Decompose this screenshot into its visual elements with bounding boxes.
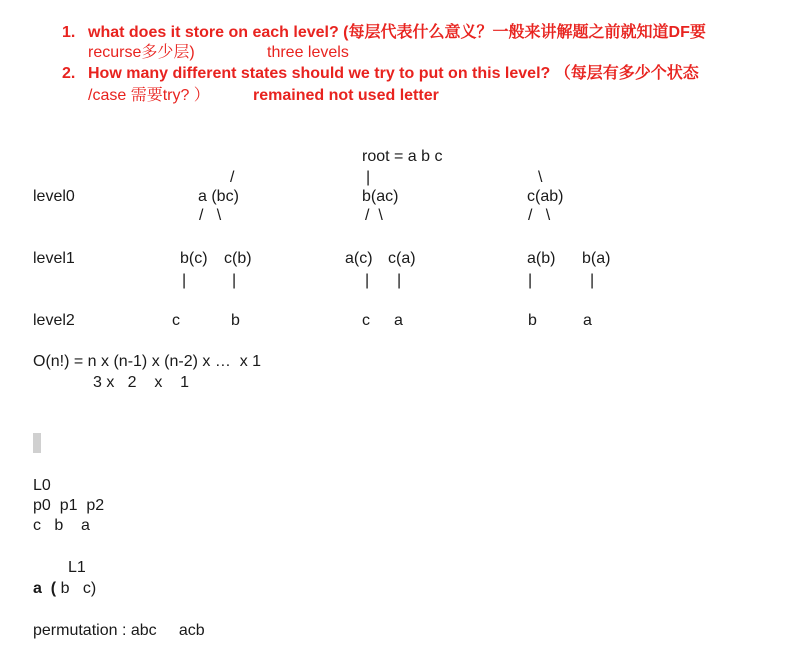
level1-node-ca: c(a)	[388, 250, 416, 267]
level1-node-ba: b(a)	[582, 250, 611, 267]
level0-edges-c: / \	[528, 207, 551, 224]
level1-label: level1	[33, 250, 75, 267]
level0-node-a: a (bc)	[198, 188, 239, 205]
level2-node-5: b	[528, 312, 537, 329]
text-cursor[interactable]	[33, 433, 41, 453]
level1-node-ab: a(b)	[527, 250, 556, 267]
level1-edge-2: |	[232, 272, 237, 289]
branch-mid: |	[366, 169, 371, 186]
level1-edge-1: |	[182, 272, 187, 289]
level2-label: level2	[33, 312, 75, 329]
level0-label: level0	[33, 188, 75, 205]
branch-left: /	[230, 169, 235, 186]
question-1-text: what does it store on each level? (每层代表什么意义？一般来讲解题之前就知道DF要	[88, 24, 706, 41]
question-2-number: 2.	[62, 65, 76, 82]
level1-node-bc: b(c)	[180, 250, 208, 267]
level2-node-1: c	[172, 312, 180, 329]
question-2-answer: remained not used letter	[253, 87, 439, 104]
level1-node-ac: a(c)	[345, 250, 373, 267]
question-2-text: How many different states should we try to put on this level? （每层有多少个状态	[88, 65, 699, 82]
question-1-line2	[88, 43, 195, 63]
question-1-line2-prefix: recurse多少层)	[88, 44, 195, 61]
question-1-answer	[267, 43, 349, 63]
level2-node-3: c	[362, 312, 370, 329]
level2-node-2: b	[231, 312, 240, 329]
notes-l1-bold: a (	[33, 580, 57, 597]
notes-l1: L1	[68, 559, 86, 576]
complexity-formula: O(n!) = n x (n-1) x (n-2) x … x 1	[33, 353, 262, 370]
question-1-number: 1.	[62, 24, 76, 41]
question-2-line2-prefix: /case 需要try? ）	[88, 87, 210, 104]
notes-l1-rest: b c)	[60, 580, 97, 597]
level1-node-cb: c(b)	[224, 250, 252, 267]
complexity-example: 3 x 2 x 1	[93, 374, 190, 391]
level0-edges-b: / \	[365, 207, 383, 224]
level1-edge-6: |	[590, 272, 595, 289]
level0-edges-a: / \	[199, 207, 222, 224]
branch-right: \	[538, 169, 543, 186]
question-1-answer-text: three levels	[267, 44, 349, 61]
level1-edge-4: |	[397, 272, 402, 289]
question-2-line2	[88, 86, 210, 106]
level2-node-6: a	[583, 312, 592, 329]
notes-l1-line	[33, 579, 96, 599]
notes-l0: L0	[33, 477, 51, 494]
tree-root: root = a b c	[362, 148, 443, 165]
notes-letters: c b a	[33, 517, 90, 534]
level1-edge-3: |	[365, 272, 370, 289]
level1-edge-5: |	[528, 272, 533, 289]
level2-node-4: a	[394, 312, 403, 329]
notes-pointers: p0 p1 p2	[33, 497, 105, 514]
level0-node-b: b(ac)	[362, 188, 399, 205]
notes-permutation: permutation : abc acb	[33, 622, 205, 639]
level0-node-c: c(ab)	[527, 188, 564, 205]
